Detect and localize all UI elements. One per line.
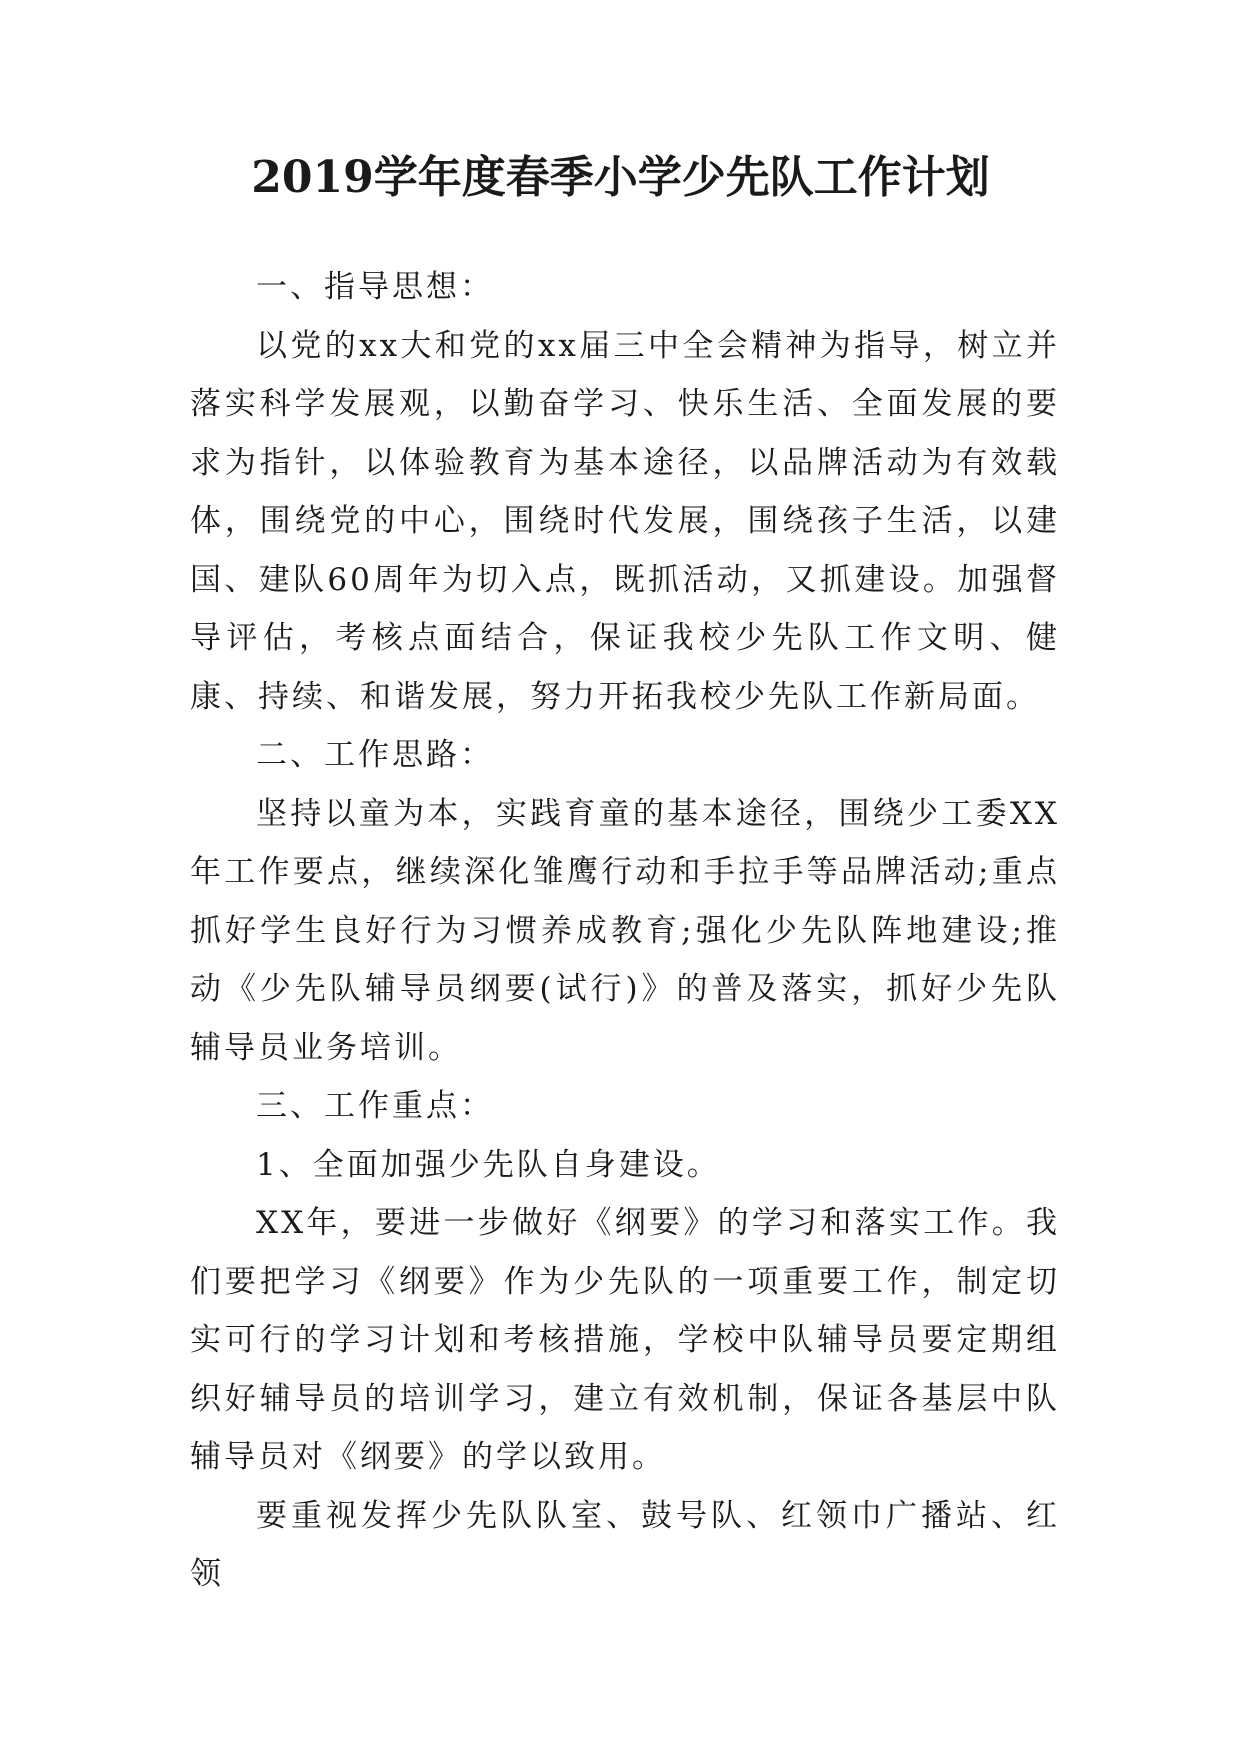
subheading-self-construction: 1、全面加强少先队自身建设。 <box>256 1146 721 1183</box>
paragraph-outline-study: XX年，要进一步做好《纲要》的学习和落实工作。我们要把学习《纲要》作为少先队的一项重要工作，制定切实可行的学习计划和考核措施，学校中队辅导员要定期组织好辅导员的培训学习，建立有效机制，保证各基层中队辅导员对《纲要》的学以致用。 <box>190 1205 1060 1475</box>
paragraph-position-construction: 要重视发挥少先队队室、鼓号队、红领巾广播站、红领 <box>190 1497 1060 1592</box>
document-title: 2019学年度春季小学少先队工作计划 <box>251 152 990 203</box>
section-heading-work-focus: 三、工作重点： <box>256 1088 494 1124</box>
paragraph-work-approach: 坚持以童为本，实践育童的基本途径，围绕少工委XX年工作要点，继续深化雏鹰行动和手拉手等品牌活动;重点抓好学生良好行为习惯养成教育;强化少先队阵地建设;推动《少先队辅导员纲要(试行)》的普及落实，抓好少先队辅导员业务培训。 <box>190 795 1060 1066</box>
paragraph-guiding-ideology: 以党的xx大和党的xx届三中全会精神为指导，树立并落实科学发展观，以勤奋学习、快乐生活、全面发展的要求为指针，以体验教育为基本途径，以品牌活动为有效载体，围绕党的中心，围绕时代发展，围绕孩子生活，以建国、建队60周年为切入点，既抓活动，又抓建设。加强督导评估，考核点面结合，保证我校少先队工作文明、健康、持续、和谐发展，努力开拓我校少先队工作新局面。 <box>190 327 1060 715</box>
document-body <box>190 258 1060 1604</box>
section-heading-guiding-ideology: 一、指导思想： <box>256 269 494 305</box>
section-heading-work-approach: 二、工作思路： <box>256 737 494 773</box>
